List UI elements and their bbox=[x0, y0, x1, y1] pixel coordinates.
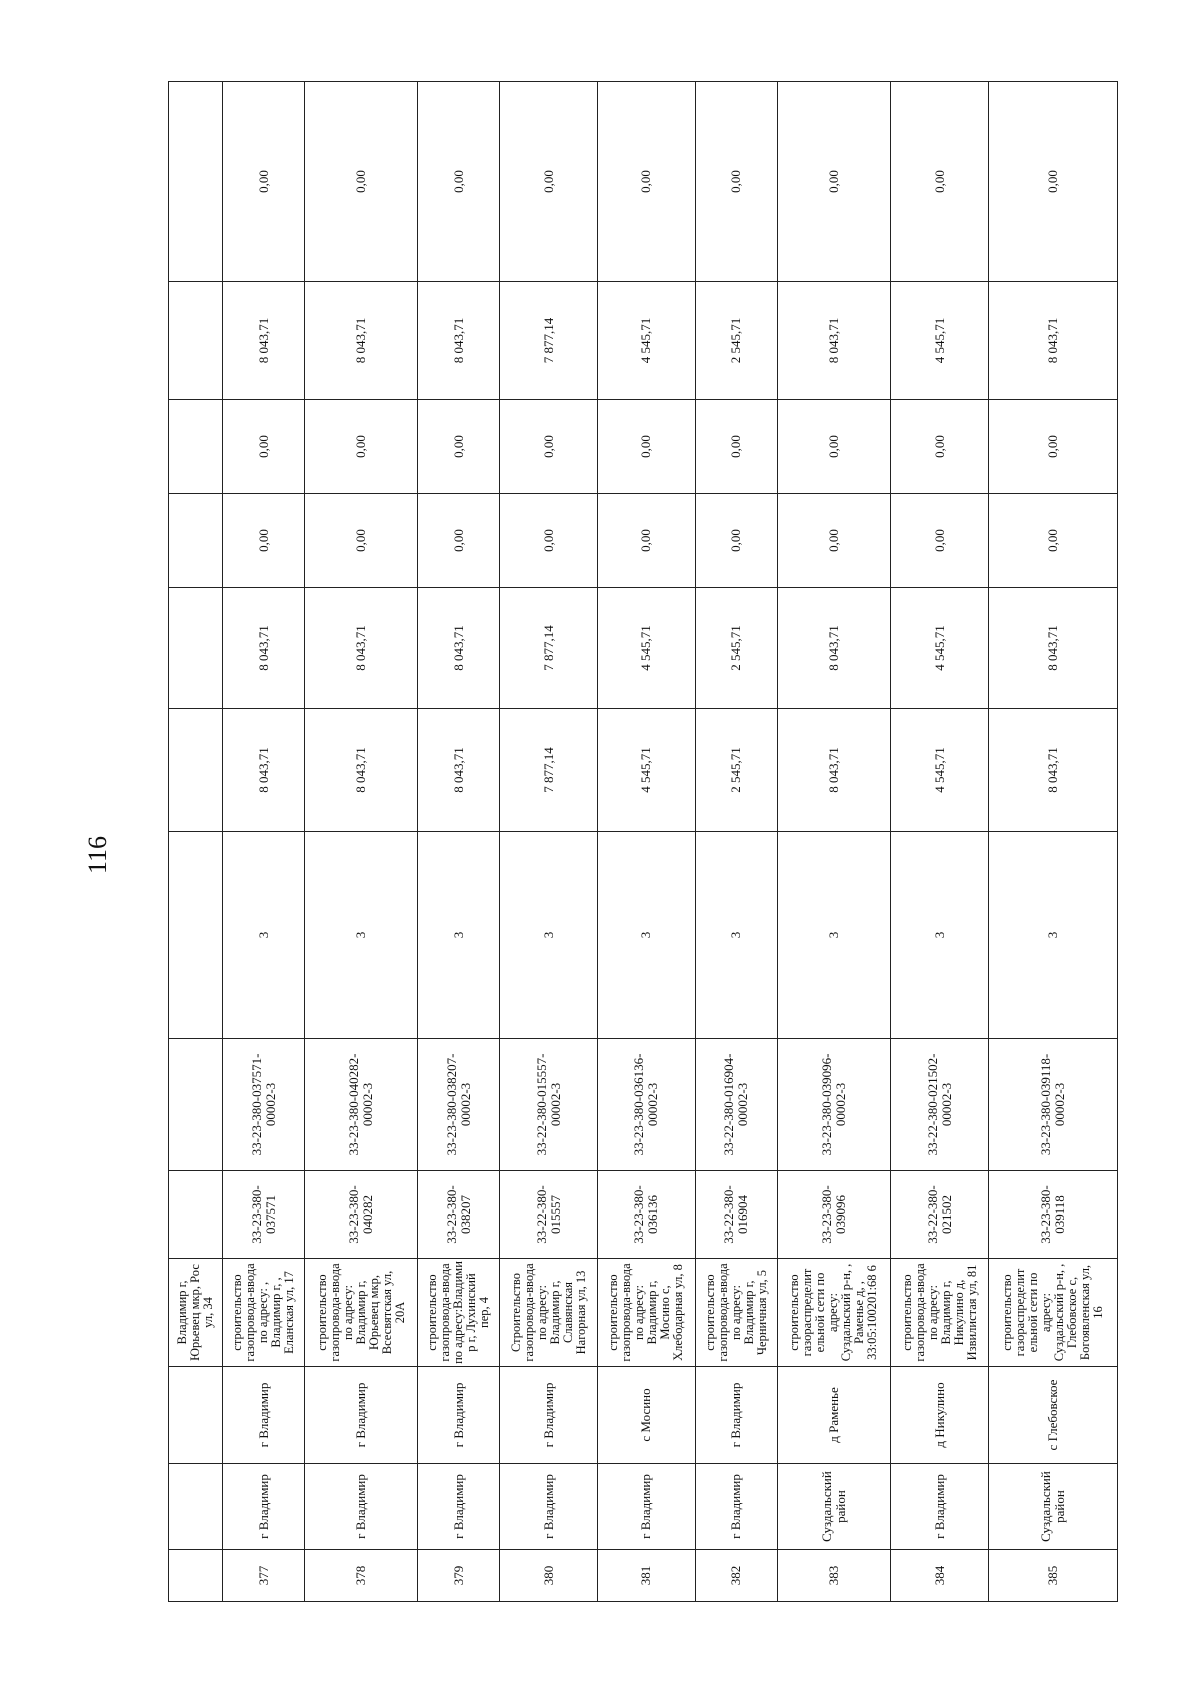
amount-zero-cell-2: 0,00 bbox=[500, 400, 598, 494]
amount-zero-cell-2: 0,00 bbox=[988, 400, 1117, 494]
amount-total-cell: 8 043,71 bbox=[305, 709, 418, 832]
amount-planned-cell: 8 043,71 bbox=[223, 282, 305, 400]
settlement-cell: г Владимир bbox=[223, 1367, 305, 1464]
settlement-cell: г Владимир bbox=[418, 1367, 500, 1464]
application-code-cell: 33-23-380-037571 bbox=[223, 1171, 305, 1259]
amount-remaining-cell: 0,00 bbox=[777, 82, 890, 282]
amount-zero-cell-2: 0,00 bbox=[891, 400, 989, 494]
table-row bbox=[598, 82, 696, 1602]
amount-zero-cell: 0,00 bbox=[777, 494, 890, 588]
application-code-cell: 33-23-380-038207 bbox=[418, 1171, 500, 1259]
table-row bbox=[988, 82, 1117, 1602]
settlement-cell: д Раменье bbox=[777, 1367, 890, 1464]
amount-planned-cell: 2 545,71 bbox=[695, 282, 777, 400]
region-cell: г Владимир bbox=[695, 1464, 777, 1550]
work-description-cell: строительство газопровода-ввода по адресу: , Владимир г, , Еланская ул, 17 bbox=[223, 1259, 305, 1367]
object-id-cell: 33-22-380-016904-00002-3 bbox=[695, 1039, 777, 1171]
amount-zero-cell-2: 0,00 bbox=[598, 400, 696, 494]
object-id-cell: 33-23-380-036136-00002-3 bbox=[598, 1039, 696, 1171]
object-id-cell: 33-22-380-021502-00002-3 bbox=[891, 1039, 989, 1171]
amount-cell: 8 043,71 bbox=[305, 588, 418, 709]
continuation-row bbox=[169, 82, 223, 1602]
category-cell: 3 bbox=[988, 832, 1117, 1039]
amount-zero-cell: 0,00 bbox=[305, 494, 418, 588]
amount-total-cell: 8 043,71 bbox=[777, 709, 890, 832]
row-number-cell: 385 bbox=[988, 1550, 1117, 1602]
object-id-cell: 33-22-380-015557-00002-3 bbox=[500, 1039, 598, 1171]
object-id-cell: 33-23-380-039096-00002-3 bbox=[777, 1039, 890, 1171]
amount-planned-cell: 7 877,14 bbox=[500, 282, 598, 400]
settlement-cell: г Владимир bbox=[695, 1367, 777, 1464]
settlement-cell: д Никулино bbox=[891, 1367, 989, 1464]
work-description-cell: строительство газопровода-ввода по адресу: Владимир г, Юрьевец мкр, Всесвятская ул, 20А bbox=[305, 1259, 418, 1367]
work-description-cell: строительство газопровода-ввода по адресу:Владими р г, Лухинский пер, 4 bbox=[418, 1259, 500, 1367]
row-number-cell: 381 bbox=[598, 1550, 696, 1602]
document-sheet bbox=[168, 82, 1118, 1602]
amount-remaining-cell: 0,00 bbox=[500, 82, 598, 282]
amount-remaining-cell: 0,00 bbox=[598, 82, 696, 282]
work-description-cell: строительство газопровода-ввода по адресу: Владимир г, Черничная ул, 5 bbox=[695, 1259, 777, 1367]
application-code-cell: 33-23-380-039118 bbox=[988, 1171, 1117, 1259]
amount-planned-cell: 8 043,71 bbox=[418, 282, 500, 400]
table-row bbox=[695, 82, 777, 1602]
table-row bbox=[500, 82, 598, 1602]
work-description-cell: строительство газопровода-ввода по адресу: Владимир г, Никулино д, Извилистая ул, 81 bbox=[891, 1259, 989, 1367]
amount-remaining-cell: 0,00 bbox=[695, 82, 777, 282]
amount-zero-cell: 0,00 bbox=[695, 494, 777, 588]
object-id-cell: 33-23-380-039118-00002-3 bbox=[988, 1039, 1117, 1171]
amount-cell: 4 545,71 bbox=[891, 588, 989, 709]
work-description-cell: строительство газораспределит ельной сети по адресу: Суздальский р-н, , Раменье д, , 33:05:100201:68 6 bbox=[777, 1259, 890, 1367]
amount-remaining-cell: 0,00 bbox=[305, 82, 418, 282]
category-cell: 3 bbox=[598, 832, 696, 1039]
table-row bbox=[777, 82, 890, 1602]
region-cell: Суздальский район bbox=[988, 1464, 1117, 1550]
amount-total-cell: 7 877,14 bbox=[500, 709, 598, 832]
settlement-cell: с Глебовское bbox=[988, 1367, 1117, 1464]
region-cell: г Владимир bbox=[305, 1464, 418, 1550]
rotated-table-wrapper bbox=[168, 82, 1118, 1602]
settlement-cell: г Владимир bbox=[500, 1367, 598, 1464]
work-description-cell: строительство газораспределит ельной сети по адресу: Суздальский р-н, , Глебовское с, Богоявленская ул, 16 bbox=[988, 1259, 1117, 1367]
table-row bbox=[891, 82, 989, 1602]
object-id-cell: 33-23-380-038207-00002-3 bbox=[418, 1039, 500, 1171]
row-number-cell: 380 bbox=[500, 1550, 598, 1602]
region-cell: г Владимир bbox=[598, 1464, 696, 1550]
object-id-cell: 33-23-380-037571-00002-3 bbox=[223, 1039, 305, 1171]
category-cell: 3 bbox=[777, 832, 890, 1039]
row-number-cell: 384 bbox=[891, 1550, 989, 1602]
table-row bbox=[418, 82, 500, 1602]
amount-zero-cell-2: 0,00 bbox=[305, 400, 418, 494]
amount-zero-cell: 0,00 bbox=[598, 494, 696, 588]
amount-total-cell: 8 043,71 bbox=[223, 709, 305, 832]
amount-zero-cell: 0,00 bbox=[418, 494, 500, 588]
region-cell: г Владимир bbox=[223, 1464, 305, 1550]
table-row bbox=[305, 82, 418, 1602]
settlement-cell: с Мосино bbox=[598, 1367, 696, 1464]
row-number-cell: 377 bbox=[223, 1550, 305, 1602]
amount-planned-cell: 4 545,71 bbox=[598, 282, 696, 400]
data-table bbox=[168, 81, 1118, 1602]
amount-zero-cell-2: 0,00 bbox=[223, 400, 305, 494]
row-number-cell: 379 bbox=[418, 1550, 500, 1602]
amount-zero-cell: 0,00 bbox=[500, 494, 598, 588]
region-cell: Суздальский район bbox=[777, 1464, 890, 1550]
amount-cell: 8 043,71 bbox=[223, 588, 305, 709]
amount-remaining-cell: 0,00 bbox=[988, 82, 1117, 282]
region-cell: г Владимир bbox=[418, 1464, 500, 1550]
row-number-cell: 378 bbox=[305, 1550, 418, 1602]
amount-planned-cell: 8 043,71 bbox=[305, 282, 418, 400]
work-description-cell: строительство газопровода-ввода по адресу: Владимир г, Мосино с, Хлебодарная ул, 8 bbox=[598, 1259, 696, 1367]
category-cell: 3 bbox=[891, 832, 989, 1039]
amount-cell: 8 043,71 bbox=[777, 588, 890, 709]
amount-zero-cell: 0,00 bbox=[988, 494, 1117, 588]
amount-total-cell: 8 043,71 bbox=[988, 709, 1117, 832]
amount-cell: 8 043,71 bbox=[418, 588, 500, 709]
application-code-cell: 33-23-380-039096 bbox=[777, 1171, 890, 1259]
amount-total-cell: 4 545,71 bbox=[891, 709, 989, 832]
amount-total-cell: 4 545,71 bbox=[598, 709, 696, 832]
category-cell: 3 bbox=[418, 832, 500, 1039]
row-number-cell: 383 bbox=[777, 1550, 890, 1602]
amount-zero-cell-2: 0,00 bbox=[777, 400, 890, 494]
category-cell: 3 bbox=[223, 832, 305, 1039]
category-cell: 3 bbox=[305, 832, 418, 1039]
region-cell: г Владимир bbox=[891, 1464, 989, 1550]
category-cell: 3 bbox=[695, 832, 777, 1039]
amount-remaining-cell: 0,00 bbox=[418, 82, 500, 282]
amount-cell: 2 545,71 bbox=[695, 588, 777, 709]
table-row bbox=[223, 82, 305, 1602]
amount-zero-cell: 0,00 bbox=[223, 494, 305, 588]
amount-planned-cell: 8 043,71 bbox=[777, 282, 890, 400]
row-number-cell: 382 bbox=[695, 1550, 777, 1602]
application-code-cell: 33-22-380-015557 bbox=[500, 1171, 598, 1259]
amount-total-cell: 8 043,71 bbox=[418, 709, 500, 832]
work-description-cell: Строительство газопровода-ввода по адресу: Владимир г, Славянская Нагорная ул, 13 bbox=[500, 1259, 598, 1367]
category-cell: 3 bbox=[500, 832, 598, 1039]
application-code-cell: 33-23-380-040282 bbox=[305, 1171, 418, 1259]
amount-planned-cell: 4 545,71 bbox=[891, 282, 989, 400]
amount-total-cell: 2 545,71 bbox=[695, 709, 777, 832]
application-code-cell: 33-22-380-016904 bbox=[695, 1171, 777, 1259]
object-id-cell: 33-23-380-040282-00002-3 bbox=[305, 1039, 418, 1171]
amount-remaining-cell: 0,00 bbox=[891, 82, 989, 282]
amount-planned-cell: 8 043,71 bbox=[988, 282, 1117, 400]
amount-cell: 7 877,14 bbox=[500, 588, 598, 709]
amount-zero-cell: 0,00 bbox=[891, 494, 989, 588]
amount-remaining-cell: 0,00 bbox=[223, 82, 305, 282]
amount-zero-cell-2: 0,00 bbox=[418, 400, 500, 494]
region-cell: г Владимир bbox=[500, 1464, 598, 1550]
application-code-cell: 33-23-380-036136 bbox=[598, 1171, 696, 1259]
settlement-cell: г Владимир bbox=[305, 1367, 418, 1464]
amount-cell: 4 545,71 bbox=[598, 588, 696, 709]
page-number: 116 bbox=[83, 835, 112, 875]
application-code-cell: 33-22-380-021502 bbox=[891, 1171, 989, 1259]
amount-cell: 8 043,71 bbox=[988, 588, 1117, 709]
amount-zero-cell-2: 0,00 bbox=[695, 400, 777, 494]
continuation-desc-cell: Владимир г, Юрьевец мкр, Рос ул, 34 bbox=[169, 1259, 223, 1367]
